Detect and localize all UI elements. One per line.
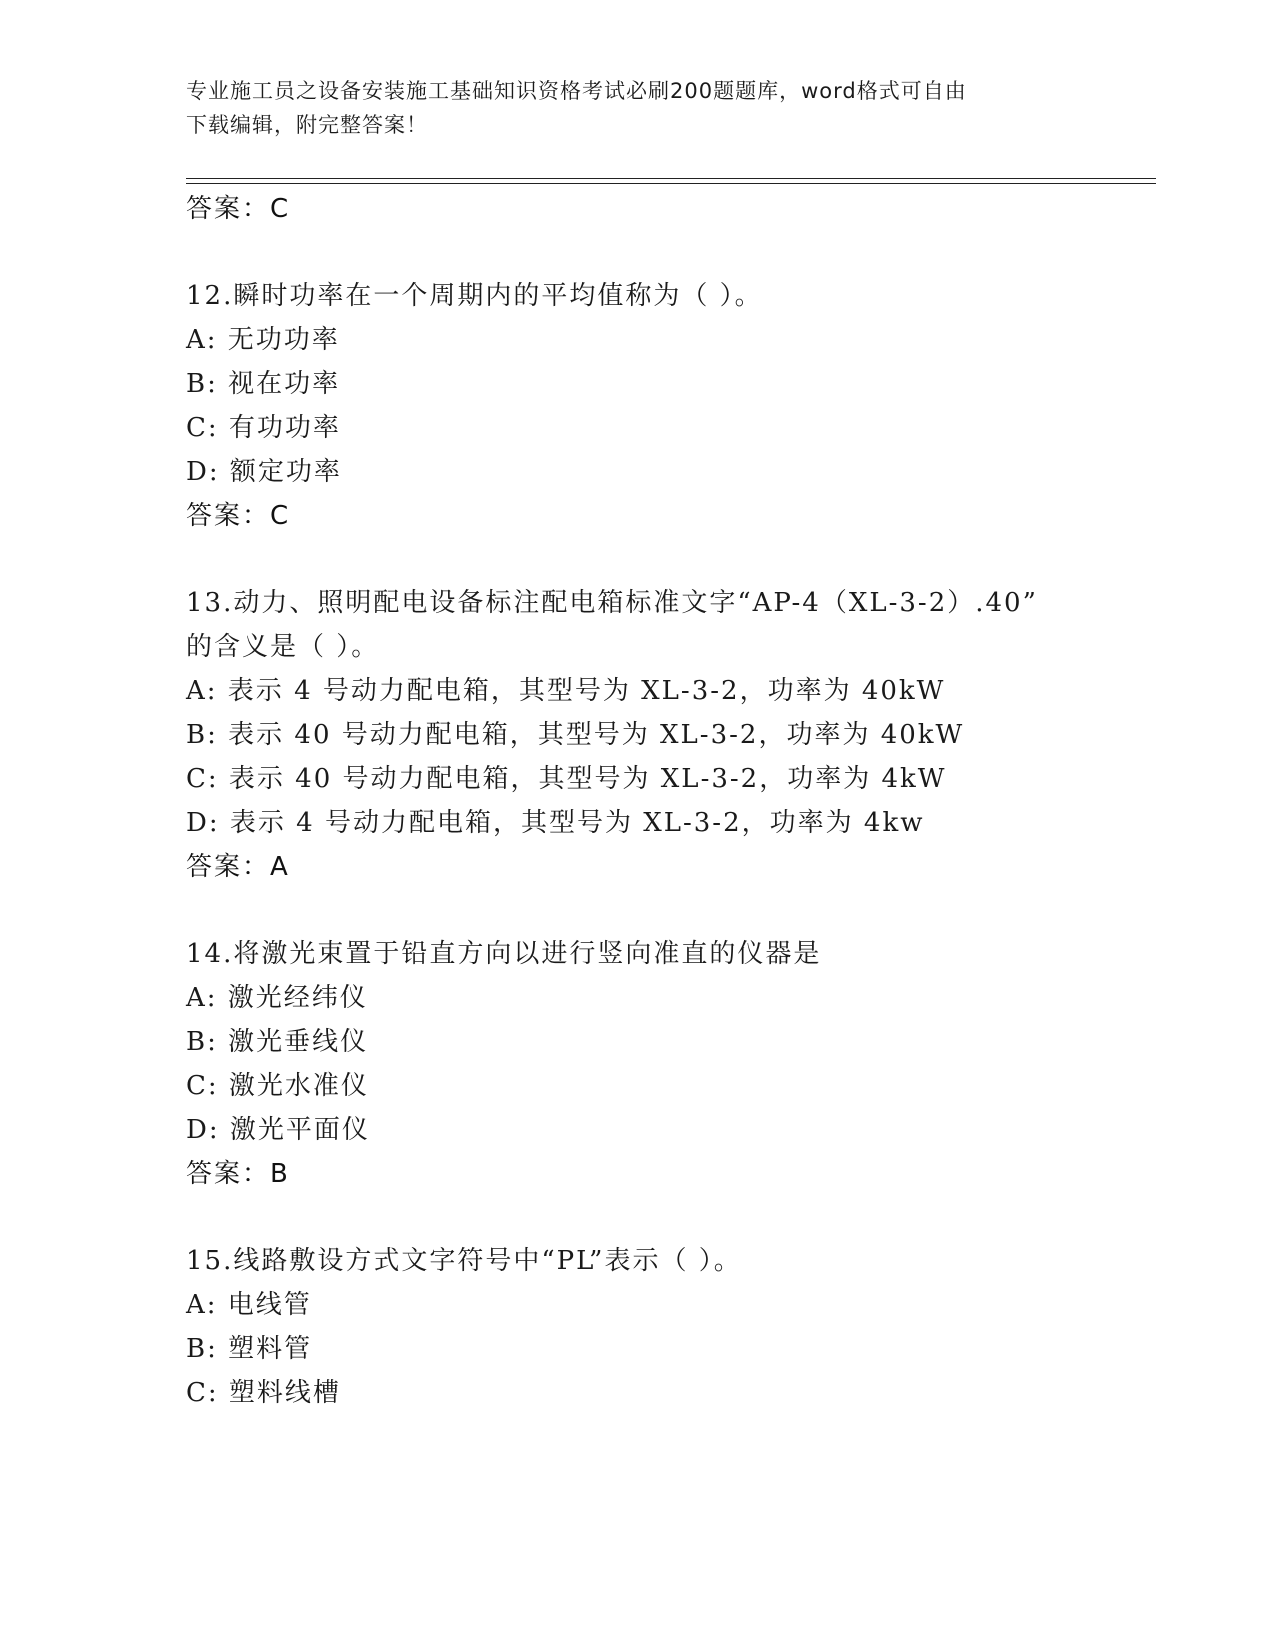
question-14-answer: 答案：B <box>186 1159 290 1189</box>
question-14-option-b: B: 激光垂线仪 <box>186 1027 369 1057</box>
question-13-answer: 答案：A <box>186 852 290 882</box>
question-13-option-d: D: 表示 4 号动力配电箱，其型号为 XL-3-2，功率为 4kw <box>186 808 925 838</box>
question-15-option-b: B: 塑料管 <box>186 1334 313 1364</box>
question-15-option-a: A: 电线管 <box>186 1290 312 1320</box>
question-13-stem-line-2: 的含义是（ ）。 <box>186 632 380 662</box>
header-divider-top <box>186 178 1156 179</box>
question-14-stem: 14.将激光束置于铅直方向以进行竖向准直的仪器是 <box>186 939 822 969</box>
question-15-option-c: C: 塑料线槽 <box>186 1378 341 1408</box>
question-13-option-a: A: 表示 4 号动力配电箱，其型号为 XL-3-2，功率为 40kW <box>186 676 946 706</box>
question-12-option-c: C: 有功功率 <box>186 413 341 443</box>
header-line-1: 专业施工员之设备安装施工基础知识资格考试必刷200题题库，word格式可自由 <box>186 79 967 103</box>
question-15-stem: 15.线路敷设方式文字符号中“PL”表示（ ）。 <box>186 1246 742 1276</box>
question-12-option-d: D: 额定功率 <box>186 457 342 487</box>
question-13-option-c: C: 表示 40 号动力配电箱，其型号为 XL-3-2，功率为 4kW <box>186 764 947 794</box>
question-14-option-a: A: 激光经纬仪 <box>186 983 368 1013</box>
question-14-option-c: C: 激光水准仪 <box>186 1071 369 1101</box>
header-line-2: 下载编辑，附完整答案！ <box>186 113 428 137</box>
question-12-answer: 答案：C <box>186 501 291 531</box>
document-header <box>186 74 1066 142</box>
question-12-option-b: B: 视在功率 <box>186 369 341 399</box>
question-13-option-b: B: 表示 40 号动力配电箱，其型号为 XL-3-2，功率为 40kW <box>186 720 965 750</box>
question-13-stem-line-1: 13.动力、照明配电设备标注配电箱标准文字“AP-4（XL-3-2）.40” <box>186 588 1038 618</box>
previous-answer: 答案：C <box>186 194 291 224</box>
question-14-option-d: D: 激光平面仪 <box>186 1115 370 1145</box>
question-12-option-a: A: 无功功率 <box>186 325 340 355</box>
question-12-stem: 12.瞬时功率在一个周期内的平均值称为（ ）。 <box>186 281 763 311</box>
header-divider-bottom <box>186 183 1156 184</box>
